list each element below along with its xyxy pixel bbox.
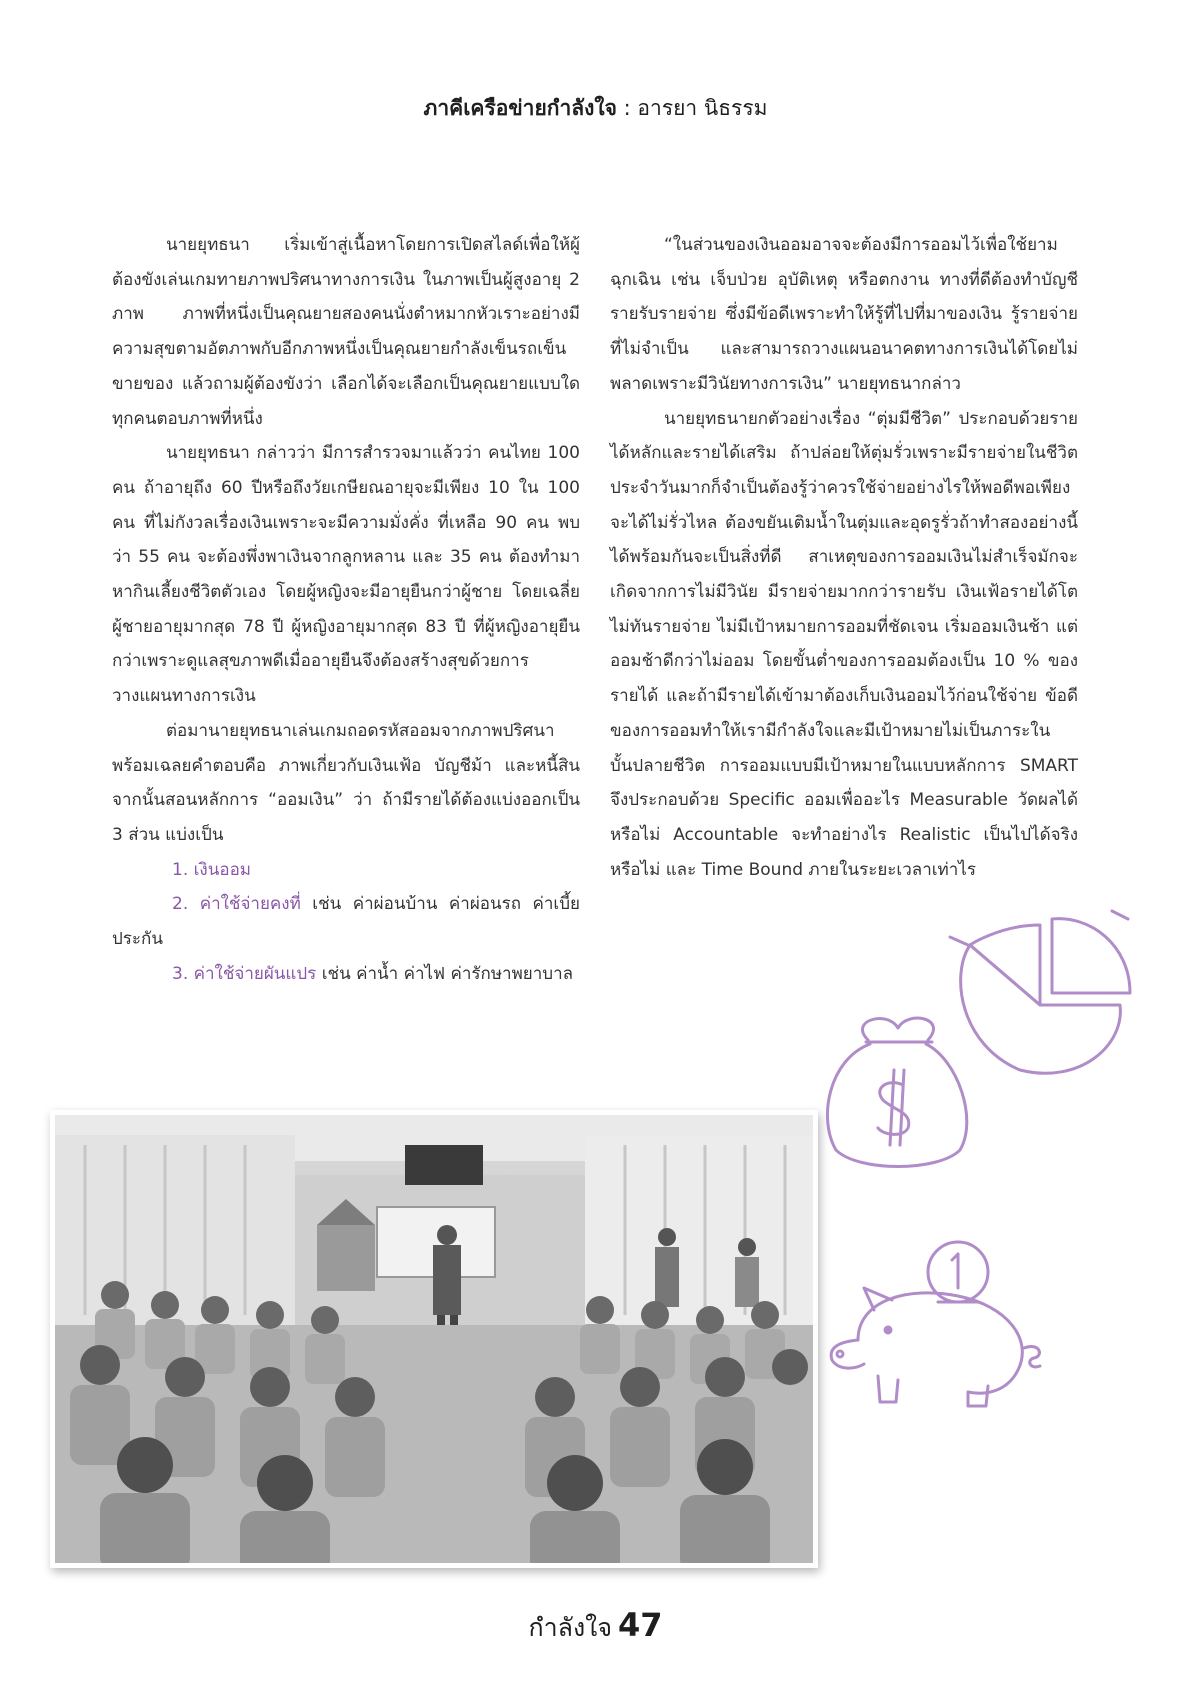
page-number: 47 — [618, 1606, 663, 1644]
list-item-3-label: 3. ค่าใช้จ่ายผันแปร — [172, 963, 317, 984]
magazine-name: กำลังใจ — [528, 1613, 613, 1642]
list-item-2-label: 2. ค่าใช้จ่ายคงที่ — [172, 894, 301, 915]
left-paragraph-2: นายยุทธนา กล่าวว่า มีการสำรวจมาแล้วว่า คนไทย 100 คน ถ้าอายุถึง 60 ปีหรือถึงวัยเกษียณอายุจะมีเพียง 10 ใน 100 คน ที่ไม่กังวลเรื่องเงินเพราะจะมีความมั่งคั่ง ที่เหลือ 90 คน พบว่า 55 คน จะต้องพึ่งพาเงินจากลูกหลาน และ 35 คน ต้องทำมาหากินเลี้ยงชีวิตตัวเอง โดยผู้หญิงจะมีอายุยืนกว่าผู้ชาย โดยเฉลี่ยผู้ชายอายุมากสุด 78 ปี ผู้หญิงอายุมากสุด 83 ปี ที่ผู้หญิงอายุยืนกว่าเพราะดูแลสุขภาพดีเมื่ออายุยืนจึงต้องสร้างสุขด้วยการวางแผนทางการเงิน — [112, 443, 580, 707]
seminar-photo-illustration — [55, 1115, 813, 1563]
right-paragraph-1: “ในส่วนของเงินออมอาจจะต้องมีการออมไว้เพื่อใช้ยามฉุกเฉิน เช่น เจ็บป่วย อุบัติเหตุ หรือตกงาน ทางที่ดีต้องทำบัญชีรายรับรายจ่าย ซึ่งมีข้อดีเพราะทำให้รู้ที่ไปที่มาของเงิน รู้รายจ่ายที่ไม่จำเป็น และสามารถวางแผนอนาคตทางการเงินได้โดยไม่พลาดเพราะมีวินัยทางการเงิน” นายยุทธนากล่าว — [610, 235, 1078, 394]
seminar-photo — [50, 1110, 818, 1568]
list-item-3-text: เช่น ค่าน้ำ ค่าไฟ ค่ารักษาพยาบาล — [316, 963, 574, 984]
right-column — [610, 228, 1078, 887]
author-name: อารยา นิธรรม — [637, 96, 768, 120]
piggy-bank-icon — [818, 1230, 1058, 1410]
column-title: ภาคีเครือข่ายกำลังใจ — [423, 96, 617, 120]
page-header — [0, 92, 1191, 125]
right-paragraph-2: นายยุทธนายกตัวอย่างเรื่อง “ตุ่มมีชีวิต” ประกอบด้วยรายได้หลักและรายได้เสริม ถ้าปล่อยให้ตุ่มรั่วเพราะมีรายจ่ายในชีวิตประจำวันมากก็จำเป็นต้องรู้ว่าควรใช้จ่ายอย่างไรให้พอดีพอเพียงจะได้ไม่รั่วไหล ต้องขยันเติมน้ำในตุ่มและอุดรูรั่วถ้าทำสองอย่างนี้ได้พร้อมกันจะเป็นสิ่งที่ดี สาเหตุของการออมเงินไม่สำเร็จมักจะเกิดจากการไม่มีวินัย มีรายจ่ายมากกว่ารายรับ เงินเฟ้อรายได้โตไม่ทันรายจ่าย ไม่มีเป้าหมายการออมที่ชัดเจน เริ่มออมเงินช้า แต่ออมช้าดีกว่าไม่ออม โดยขั้นต่ำของการออมต้องเป็น 10 % ของรายได้ และถ้ามีรายได้เข้ามาต้องเก็บเงินออมไว้ก่อนใช้จ่าย ข้อดีของการออมทำให้เรามีกำลังใจและมีเป้าหมายไม่เป็นภาระในบั้นปลายชีวิต การออมแบบมีเป้าหมายในแบบหลักการ SMART จึงประกอบด้วย Specific ออมเพื่ออะไร Measurable วัดผลได้หรือไม่ Accountable จะทำอย่างไร Realistic เป็นไปได้จริงหรือไม่ และ Time Bound ภายในระยะเวลาเท่าไร — [610, 408, 1078, 880]
list-item-1 — [112, 853, 580, 888]
left-paragraph-3: ต่อมานายยุทธนาเล่นเกมถอดรหัสออมจากภาพปริศนา พร้อมเฉลยคำตอบคือ ภาพเกี่ยวกับเงินเฟ้อ บัญชีม้า และหนี้สิน จากนั้นสอนหลักการ “ออมเงิน” ว่า ถ้ามีรายได้ต้องแบ่งออกเป็น 3 ส่วน แบ่งเป็น — [112, 720, 580, 845]
left-column — [112, 228, 580, 991]
header-separator: : — [616, 96, 638, 120]
list-item-2-text: เช่น ค่าผ่อนบ้าน ค่าผ่อนรถ ค่าเบี้ยประกัน — [112, 894, 580, 950]
list-item-1-label: 1. เงินออม — [172, 859, 251, 880]
left-paragraph-1: นายยุทธนา เริ่มเข้าสู่เนื้อหาโดยการเปิดสไลด์เพื่อให้ผู้ต้องขังเล่นเกมทายภาพปริศนาทางการเงิน ในภาพเป็นผู้สูงอายุ 2 ภาพ ภาพที่หนึ่งเป็นคุณยายสองคนนั่งตำหมากหัวเราะอย่างมีความสุขตามอัตภาพกับอีกภาพหนึ่งเป็นคุณยายกำลังเข็นรถเข็นขายของ แล้วถามผู้ต้องขังว่า เลือกได้จะเลือกเป็นคุณยายแบบใด ทุกคนตอบภาพที่หนึ่ง — [112, 235, 580, 429]
money-bag-icon — [808, 1000, 988, 1180]
list-item-3 — [112, 957, 580, 992]
list-item-2 — [112, 887, 580, 956]
page-footer — [0, 1606, 1191, 1648]
